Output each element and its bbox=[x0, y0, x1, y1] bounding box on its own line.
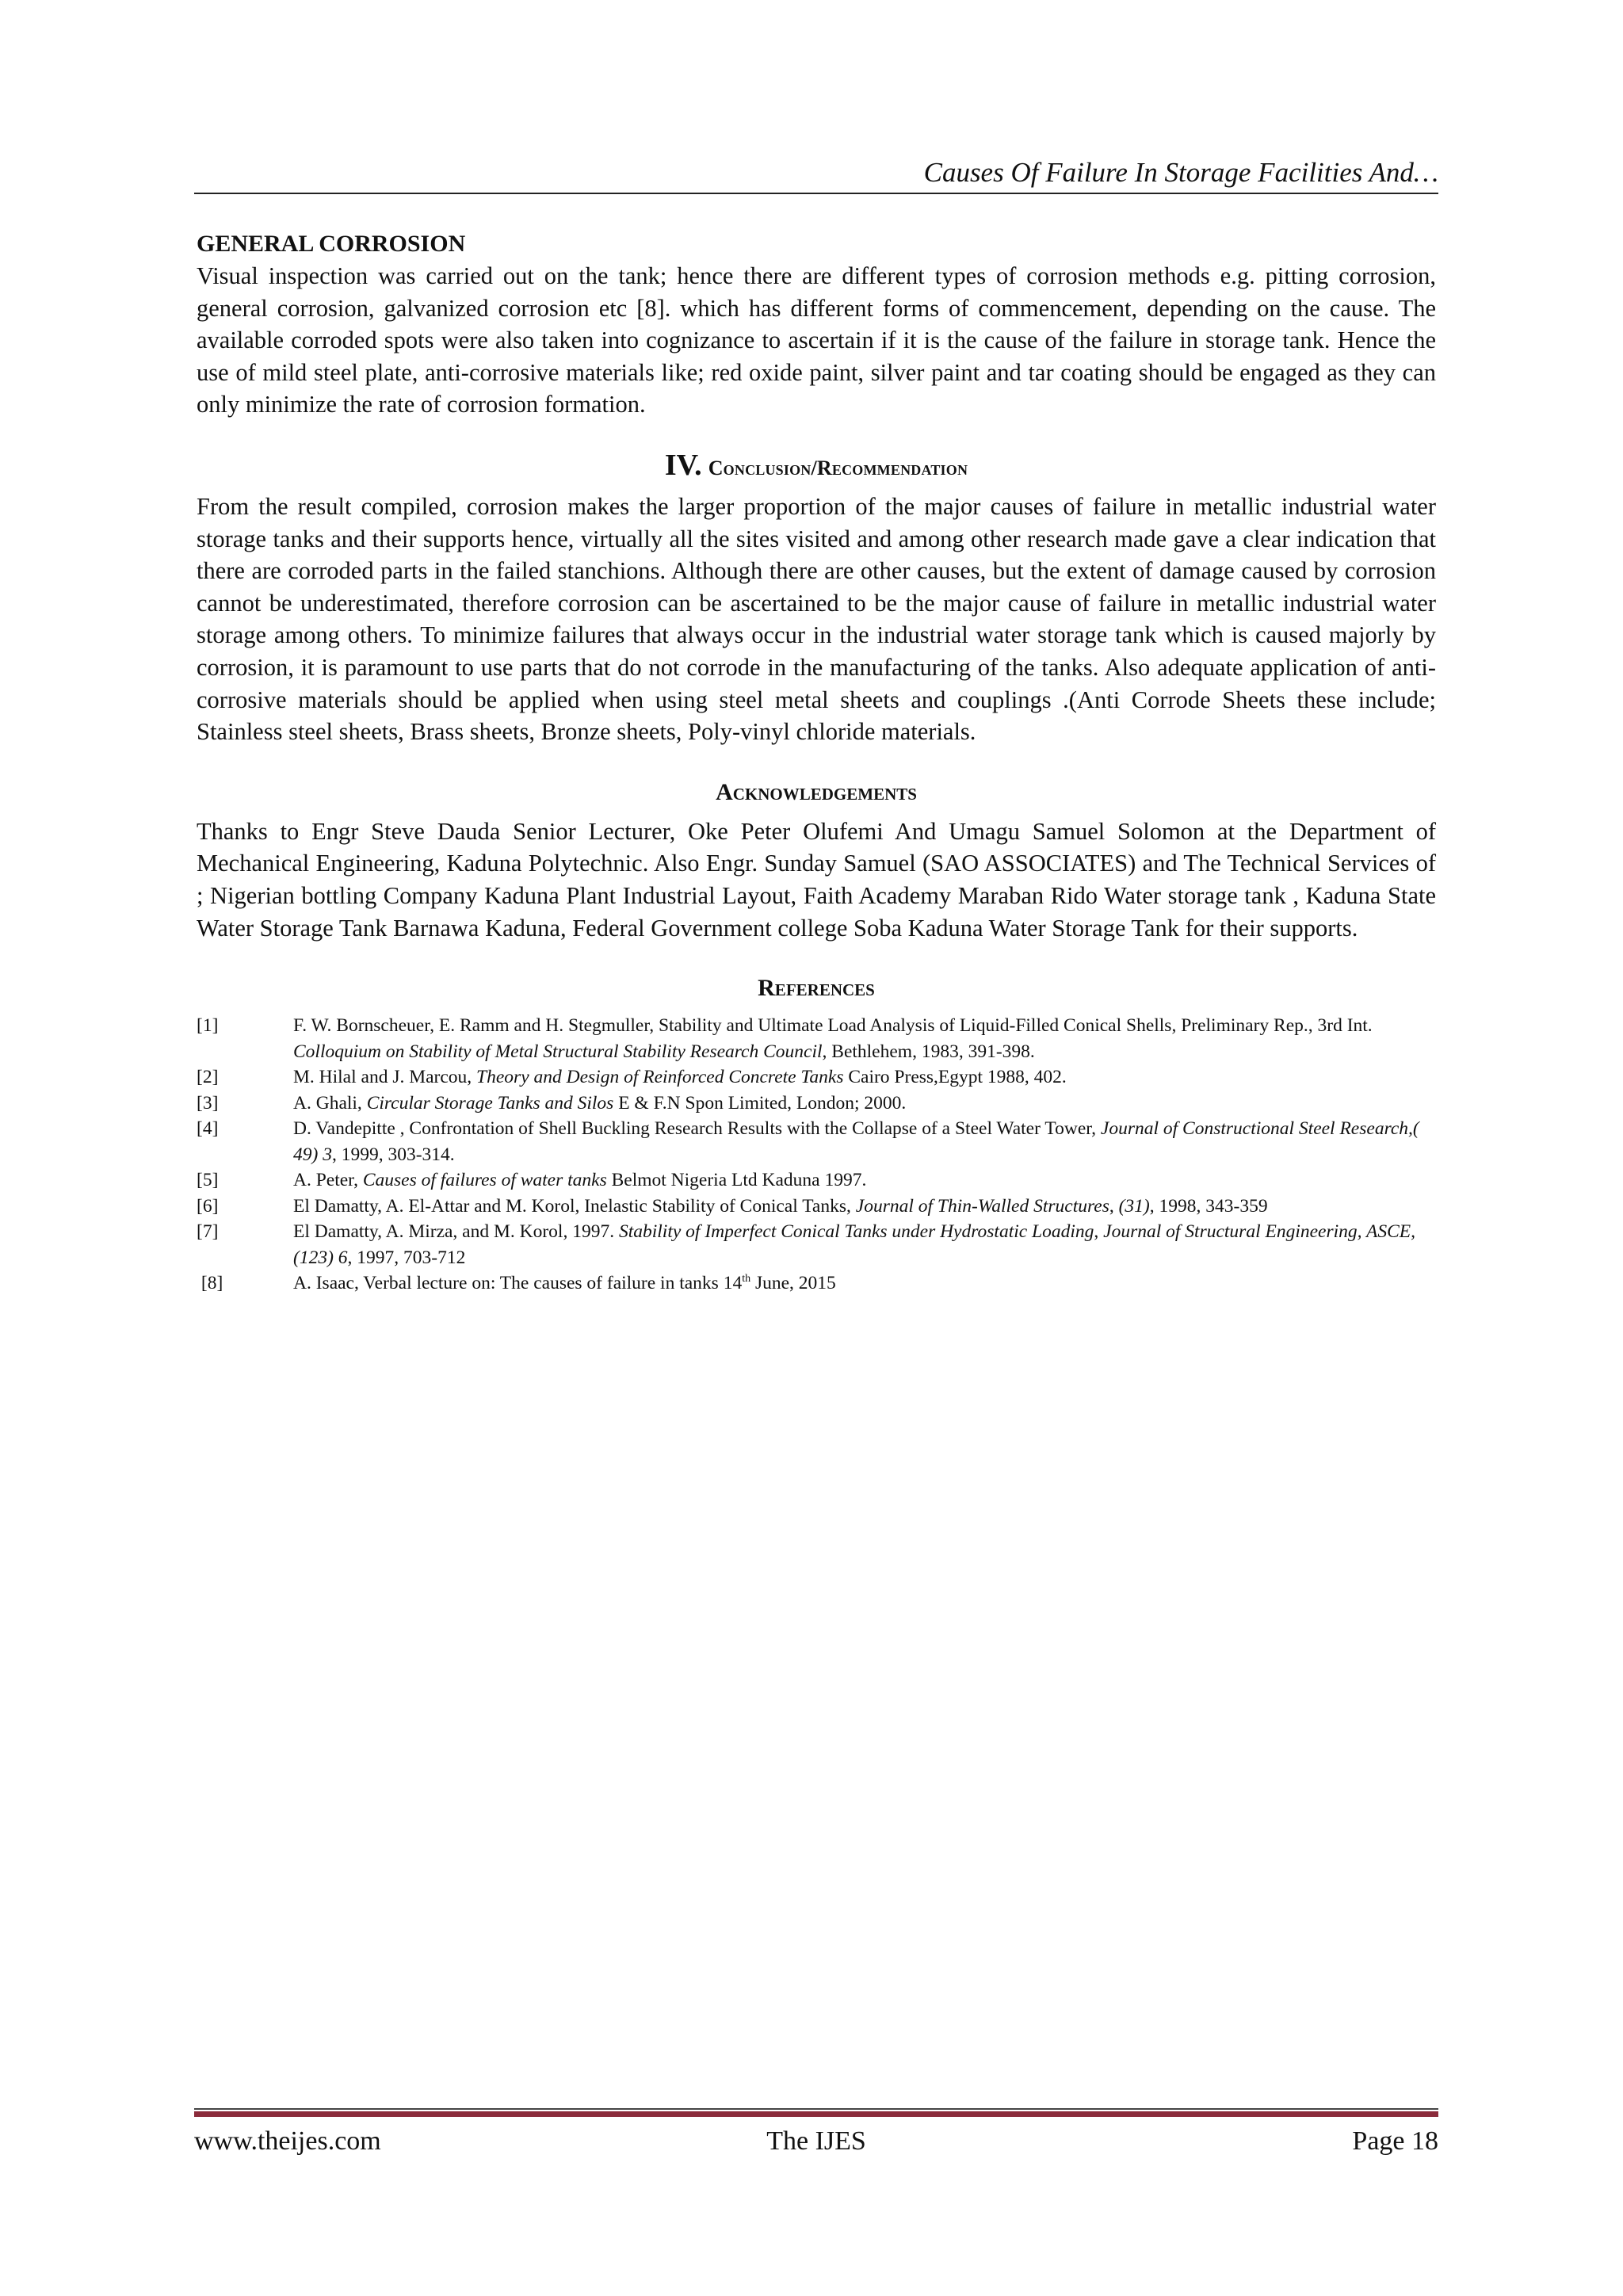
footer-website-link[interactable]: www.theijes.com bbox=[194, 2126, 381, 2156]
reference-item bbox=[197, 1116, 1436, 1167]
footer-page-number: Page 18 bbox=[1352, 2126, 1438, 2156]
reference-item bbox=[197, 1167, 1436, 1194]
section-heading-conclusion bbox=[197, 448, 1436, 489]
general-corrosion-paragraph: Visual inspection was carried out on the tank; hence there are different types of corrosion methods e.g. pitting corrosion, general corrosion, galvanized corrosion etc [8]. which has different forms of commencement, depending on the cause. The available corroded spots were also taken into cognizance to ascertain if it is the cause of the failure in storage tank. Hence the use of mild steel plate, anti-corrosive materials like; red oxide paint, silver paint and tar coating should be engaged as they can only minimize the rate of corrosion formation. bbox=[197, 262, 1436, 418]
conclusion-paragraph: From the result compiled, corrosion makes the larger proportion of the major causes of failure in metallic industrial water storage tanks and their supports hence, virtually all the sites visited and among other research made gave a clear indication that there are corroded parts in the failed stanchions. Although there are other causes, but the extent of damage caused by corrosion cannot be underestimated, therefore corrosion can be ascertained to be the major cause of failure in metallic industrial water storage among others. To minimize failures that always occur in the industrial water storage tank which is caused majorly by corrosion, it is paramount to use parts that do not corrode in the manufacturing of the tanks. Also adequate application of anti-corrosive materials should be applied when using steel metal sheets and couplings .(Anti Corrode Sheets these include; Stainless steel sheets, Brass sheets, Bronze sheets, Poly-vinyl chloride materials. bbox=[197, 492, 1436, 746]
acknowledgements-paragraph: Thanks to Engr Steve Dauda Senior Lecturer, Oke Peter Olufemi And Umagu Samuel Solomon at the Department of Mechanical Engineering, Kaduna Polytechnic. Also Engr. Sunday Samuel (SAO ASSOCIATES) and The Technical Services of ; Nigerian bottling Company Kaduna Plant Industrial Layout, Faith Academy Maraban Rido Water storage tank , Kaduna State Water Storage Tank Barnawa Kaduna, Federal Government college Soba Kaduna Water Storage Tank for their supports. bbox=[197, 817, 1436, 942]
reference-text: D. Vandepitte , Confrontation of Shell Buckling Research Results with the Collapse of a Steel Water Tower, Journal of Constructional Steel Research,( 49) 3, 1999, 303-314. bbox=[293, 1118, 1419, 1165]
footer-rule-thick bbox=[194, 2111, 1438, 2117]
reference-list bbox=[197, 1013, 1436, 1297]
section-title: References bbox=[758, 975, 875, 1002]
header-rule bbox=[194, 193, 1438, 194]
reference-item bbox=[197, 1219, 1436, 1270]
section-number: IV. bbox=[664, 448, 702, 482]
reference-number: [5] bbox=[197, 1170, 219, 1191]
reference-text: F. W. Bornscheuer, E. Ramm and H. Stegmuller, Stability and Ultimate Load Analysis of Liquid-Filled Conical Shells, Preliminary Rep., 3rd Int. Colloquium on Stability of Metal Structural Stability Research Council, Bethlehem, 1983, 391-398. bbox=[293, 1015, 1373, 1062]
reference-text: A. Isaac, Verbal lecture on: The causes of failure in tanks 14th June, 2015 bbox=[293, 1273, 836, 1294]
reference-text: A. Ghali, Circular Storage Tanks and Silos E & F.N Spon Limited, London; 2000. bbox=[293, 1092, 907, 1114]
reference-item bbox=[197, 1270, 1436, 1297]
section-heading-acknowledgements bbox=[197, 775, 1436, 814]
reference-number: [7] bbox=[197, 1221, 219, 1243]
reference-item bbox=[197, 1013, 1436, 1064]
section-heading-general-corrosion: GENERAL CORROSION bbox=[197, 231, 466, 257]
reference-text: A. Peter, Causes of failures of water tanks Belmot Nigeria Ltd Kaduna 1997. bbox=[293, 1170, 867, 1191]
reference-text: El Damatty, A. Mirza, and M. Korol, 1997. Stability of Imperfect Conical Tanks under Hydrostatic Loading, Journal of Structural Engineering, ASCE, (123) 6, 1997, 703-712 bbox=[293, 1221, 1415, 1268]
section-title: Conclusion/Recommendation bbox=[708, 456, 968, 479]
reference-number: [1] bbox=[197, 1015, 219, 1037]
reference-number: [3] bbox=[197, 1092, 219, 1114]
section-heading-references bbox=[197, 971, 1436, 1010]
main-content bbox=[197, 228, 1436, 1297]
reference-number: [6] bbox=[197, 1195, 219, 1217]
reference-item bbox=[197, 1194, 1436, 1220]
reference-number: [2] bbox=[197, 1067, 219, 1088]
reference-text: M. Hilal and J. Marcou, Theory and Design of Reinforced Concrete Tanks Cairo Press,Egypt 1988, 402. bbox=[293, 1067, 1067, 1088]
running-header: Causes Of Failure In Storage Facilities And… bbox=[923, 157, 1438, 188]
footer-journal-name: The IJES bbox=[766, 2126, 866, 2156]
reference-item bbox=[197, 1064, 1436, 1091]
footer-rule-thin bbox=[194, 2108, 1438, 2110]
reference-number: [4] bbox=[197, 1118, 219, 1140]
reference-item bbox=[197, 1091, 1436, 1117]
reference-number: [8] bbox=[197, 1273, 223, 1294]
reference-text: El Damatty, A. El-Attar and M. Korol, Inelastic Stability of Conical Tanks, Journal of Thin-Walled Structures, (31), 1998, 343-359 bbox=[293, 1195, 1268, 1217]
section-title: Acknowledgements bbox=[716, 778, 917, 805]
